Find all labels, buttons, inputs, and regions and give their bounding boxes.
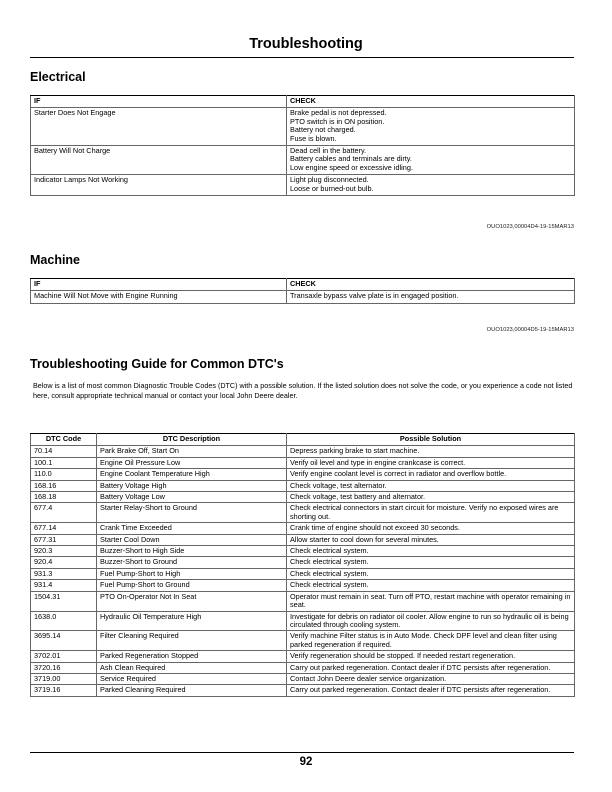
dtc-code-cell: 3720.16	[31, 662, 97, 673]
table-row	[31, 651, 575, 662]
possible-solution-cell: Investigate for debris on radiator oil cooler. Allow engine to run so hydraulic oil is being circulated through cooling system.	[287, 611, 575, 631]
possible-solution-cell: Verify engine coolant level is correct in radiator and overflow bottle.	[287, 469, 575, 480]
column-header-possible-solution: Possible Solution	[287, 434, 575, 446]
dtc-code-cell: 100.1	[31, 457, 97, 468]
possible-solution-cell: Check electrical connectors in start circuit for moisture. Verify no exposed wires are shorting out.	[287, 503, 575, 523]
possible-solution-cell: Contact John Deere dealer service organization.	[287, 673, 575, 684]
table-row	[31, 611, 575, 631]
dtc-code-cell: 168.18	[31, 492, 97, 503]
check-item: PTO switch is in ON position.	[290, 116, 385, 126]
dtc-description-cell: Starter Relay-Short to Ground	[97, 503, 287, 523]
possible-solution-cell: Check voltage, test battery and alternator.	[287, 492, 575, 503]
possible-solution-cell: Carry out parked regeneration. Contact dealer if DTC persists after regeneration.	[287, 662, 575, 673]
dtc-description-cell: Filter Cleaning Required	[97, 631, 287, 651]
check-item: Battery cables and terminals are dirty.	[290, 154, 412, 164]
table-row	[31, 175, 575, 196]
column-header-check: CHECK	[287, 96, 575, 108]
dtc-description-cell: Fuel Pump-Short to Ground	[97, 580, 287, 591]
table-row	[31, 503, 575, 523]
possible-solution-cell: Check electrical system.	[287, 557, 575, 568]
dtc-code-cell: 677.31	[31, 534, 97, 545]
table-row	[31, 662, 575, 673]
table-row	[31, 291, 575, 303]
page-title: Troubleshooting	[249, 36, 363, 52]
if-cell: Battery Will Not Charge	[31, 146, 287, 175]
check-item: Light plug disconnected.	[290, 175, 369, 185]
table-row	[31, 591, 575, 611]
dtc-code-cell: 3702.01	[31, 651, 97, 662]
dtc-table	[30, 433, 575, 697]
electrical-table	[30, 95, 575, 196]
check-item: Loose or burned-out bulb.	[290, 183, 374, 193]
table-row	[31, 492, 575, 503]
column-header-dtc-description: DTC Description	[97, 434, 287, 446]
table-row	[31, 534, 575, 545]
table-header-row	[31, 434, 575, 446]
possible-solution-cell: Check electrical system.	[287, 580, 575, 591]
dtc-description-cell: Battery Voltage Low	[97, 492, 287, 503]
dtc-description-cell: Engine Oil Pressure Low	[97, 457, 287, 468]
table-row	[31, 631, 575, 651]
possible-solution-cell: Verify oil level and type in engine crankcase is correct.	[287, 457, 575, 468]
table-header-row	[31, 279, 575, 291]
dtc-code-cell: 3719.00	[31, 673, 97, 684]
dtc-description-cell: Crank Time Exceeded	[97, 523, 287, 534]
dtc-code-cell: 1638.0	[31, 611, 97, 631]
if-cell: Machine Will Not Move with Engine Running	[31, 291, 287, 303]
possible-solution-cell: Check electrical system.	[287, 568, 575, 579]
column-header-if: IF	[31, 279, 287, 291]
dtc-code-cell: 931.4	[31, 580, 97, 591]
dtc-code-cell: 168.16	[31, 480, 97, 491]
table-row	[31, 480, 575, 491]
check-cell	[287, 146, 575, 175]
electrical-heading: Electrical	[30, 70, 86, 84]
dtc-description-cell: Engine Coolant Temperature High	[97, 469, 287, 480]
check-item: Low engine speed or excessive idling.	[290, 162, 413, 172]
possible-solution-cell: Verify machine Filter status is in Auto Mode. Check DPF level and clean filter using parked regeneration if required.	[287, 631, 575, 651]
table-row	[31, 557, 575, 568]
footer-divider	[30, 752, 574, 753]
possible-solution-cell: Depress parking brake to start machine.	[287, 446, 575, 457]
dtc-guide-heading: Troubleshooting Guide for Common DTC's	[30, 357, 284, 371]
dtc-description-cell: Parked Cleaning Required	[97, 685, 287, 696]
table-row	[31, 446, 575, 457]
column-header-dtc-code: DTC Code	[31, 434, 97, 446]
page-number: 92	[299, 756, 313, 768]
column-header-if: IF	[31, 96, 287, 108]
possible-solution-cell: Check electrical system.	[287, 546, 575, 557]
machine-table	[30, 278, 575, 304]
table-row	[31, 568, 575, 579]
check-item: Transaxle bypass valve plate is in engaged position.	[290, 291, 459, 301]
dtc-description-cell: Hydraulic Oil Temperature High	[97, 611, 287, 631]
table-row	[31, 580, 575, 591]
dtc-description-cell: Starter Cool Down	[97, 534, 287, 545]
if-cell: Indicator Lamps Not Working	[31, 175, 287, 196]
check-item: Dead cell in the battery.	[290, 146, 367, 156]
dtc-code-cell: 677.14	[31, 523, 97, 534]
possible-solution-cell: Allow starter to cool down for several minutes.	[287, 534, 575, 545]
dtc-code-cell: 70.14	[31, 446, 97, 457]
possible-solution-cell: Crank time of engine should not exceed 30 seconds.	[287, 523, 575, 534]
electrical-doc-id: OUO1023,00004D4-19-15MAR13	[486, 224, 574, 230]
possible-solution-cell: Check voltage, test alternator.	[287, 480, 575, 491]
dtc-code-cell: 3695.14	[31, 631, 97, 651]
check-item: Brake pedal is not depressed.	[290, 108, 387, 118]
dtc-code-cell: 931.3	[31, 568, 97, 579]
possible-solution-cell: Verify regeneration should be stopped. If needed restart regeneration.	[287, 651, 575, 662]
table-row	[31, 673, 575, 684]
check-item: Battery not charged.	[290, 125, 356, 135]
dtc-description-cell: Fuel Pump-Short to High	[97, 568, 287, 579]
dtc-code-cell: 3719.16	[31, 685, 97, 696]
dtc-code-cell: 920.4	[31, 557, 97, 568]
table-row	[31, 523, 575, 534]
dtc-description-cell: Service Required	[97, 673, 287, 684]
dtc-description-cell: Buzzer-Short to High Side	[97, 546, 287, 557]
table-row	[31, 546, 575, 557]
title-divider	[30, 57, 574, 58]
table-header-row	[31, 96, 575, 108]
machine-doc-id: OUO1023,00004D5-19-15MAR13	[486, 327, 574, 333]
machine-heading: Machine	[30, 253, 81, 267]
table-row	[31, 457, 575, 468]
check-cell	[287, 108, 575, 146]
table-row	[31, 469, 575, 480]
dtc-description-cell: Parked Regeneration Stopped	[97, 651, 287, 662]
table-row	[31, 146, 575, 175]
dtc-description-cell: Buzzer-Short to Ground	[97, 557, 287, 568]
possible-solution-cell: Carry out parked regeneration. Contact dealer if DTC persists after regeneration.	[287, 685, 575, 696]
dtc-description-cell: Park Brake Off, Start On	[97, 446, 287, 457]
possible-solution-cell: Operator must remain in seat. Turn off PTO, restart machine with operator remaining in seat.	[287, 591, 575, 611]
dtc-description-cell: Ash Clean Required	[97, 662, 287, 673]
dtc-description-cell: PTO On-Operator Not In Seat	[97, 591, 287, 611]
dtc-description-cell: Battery Voltage High	[97, 480, 287, 491]
check-cell	[287, 175, 575, 196]
if-cell: Starter Does Not Engage	[31, 108, 287, 146]
dtc-guide-intro: Below is a list of most common Diagnostic Trouble Codes (DTC) with a possible solution. If the listed solution does not solve the code, or you experience a code not listed here, consult appropriate technical manual or contact your local John Deere dealer.	[33, 381, 573, 400]
check-cell	[287, 291, 575, 303]
check-item: Fuse is blown.	[290, 133, 337, 143]
dtc-code-cell: 677.4	[31, 503, 97, 523]
dtc-code-cell: 110.0	[31, 469, 97, 480]
column-header-check: CHECK	[287, 279, 575, 291]
dtc-code-cell: 920.3	[31, 546, 97, 557]
table-row	[31, 685, 575, 696]
dtc-code-cell: 1504.31	[31, 591, 97, 611]
table-row	[31, 108, 575, 146]
